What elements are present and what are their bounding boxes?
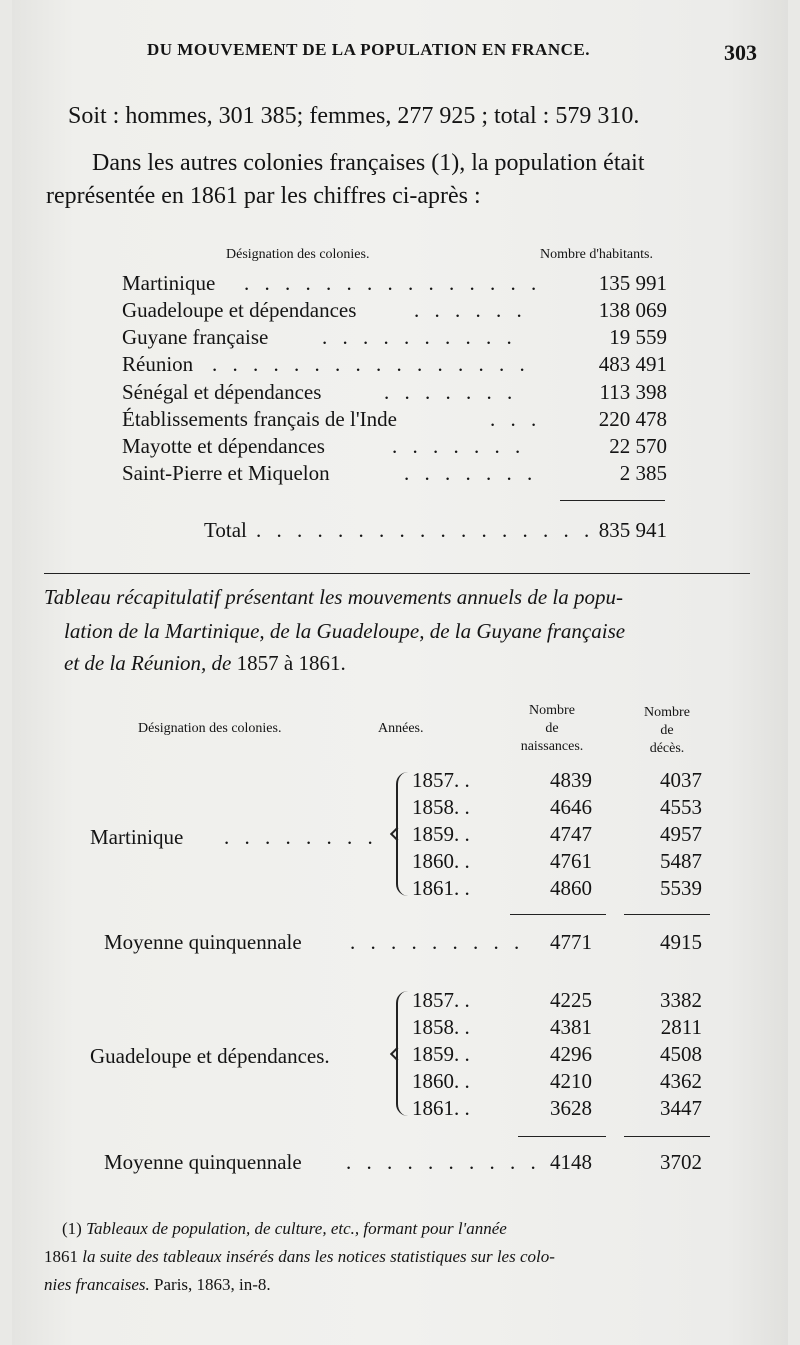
births-cell: 4860 bbox=[550, 876, 592, 900]
year-cell: 1859. . bbox=[412, 822, 470, 846]
table1-row-dots: . . . . . . . bbox=[404, 461, 538, 485]
footnote-publication: Paris, 1863, in-8. bbox=[149, 1275, 271, 1294]
table1-col-inhabitants: Nombre d'habitants. bbox=[540, 247, 653, 262]
deaths-cell: 4508 bbox=[660, 1042, 702, 1066]
births-cell: 4761 bbox=[550, 849, 592, 873]
births-cell: 4839 bbox=[550, 768, 592, 792]
table1-row-value: 220 478 bbox=[598, 407, 667, 431]
book-page bbox=[12, 0, 788, 1345]
page-number: 303 bbox=[724, 40, 757, 65]
table1-row-name: Établissements français de l'Inde bbox=[122, 407, 397, 431]
deaths-sum-rule bbox=[624, 914, 710, 915]
table1-row-dots: . . . . . . . . . . . . . . . . bbox=[212, 352, 530, 376]
table1-row-name: Saint-Pierre et Miquelon bbox=[122, 461, 330, 485]
running-header: DU MOUVEMENT DE LA POPULATION EN FRANCE. bbox=[147, 40, 590, 59]
table1-row-value: 2 385 bbox=[619, 461, 667, 485]
table1-row-value: 138 069 bbox=[598, 298, 667, 322]
table2-col-deaths-line: Nombre bbox=[644, 705, 690, 720]
table1-row-dots: . . . . . . . . . . bbox=[322, 325, 517, 349]
births-cell: 4646 bbox=[550, 795, 592, 819]
year-cell: 1859. . bbox=[412, 1042, 470, 1066]
table2-col-deaths-line: de bbox=[660, 723, 674, 738]
table1-row-name: Guyane française bbox=[122, 325, 269, 349]
footnote-line-3 bbox=[44, 1275, 271, 1295]
births-cell: 4747 bbox=[550, 822, 592, 846]
intro-line-1: Soit : hommes, 301 385; femmes, 277 925 ; total : 579 310. bbox=[68, 103, 640, 129]
footnote-line-2 bbox=[44, 1247, 555, 1267]
year-cell: 1857. . bbox=[412, 768, 470, 792]
average-label: Moyenne quinquennale bbox=[104, 1150, 302, 1174]
year-cell: 1858. . bbox=[412, 1015, 470, 1039]
year-cell: 1860. . bbox=[412, 849, 470, 873]
year-cell: 1860. . bbox=[412, 1069, 470, 1093]
section-divider bbox=[44, 573, 750, 574]
table2-col-deaths bbox=[622, 704, 712, 758]
table1-row-name: Martinique bbox=[122, 271, 216, 295]
table2-caption-line-1: Tableau récapitulatif présentant les mouvements annuels de la popu- bbox=[44, 585, 623, 609]
table1-row-name: Guadeloupe et dépendances bbox=[122, 298, 357, 322]
table1-row-name: Mayotte et dépendances bbox=[122, 434, 325, 458]
table1-row-dots: . . . . . . . bbox=[384, 380, 518, 404]
births-sum-rule bbox=[510, 914, 606, 915]
table2-caption-line-2: lation de la Martinique, de la Guadeloupe, de la Guyane française bbox=[64, 619, 626, 643]
table1-row-value: 19 559 bbox=[609, 325, 667, 349]
table1-row-value: 22 570 bbox=[609, 434, 667, 458]
table1-row-dots: . . . . . . bbox=[414, 298, 527, 322]
year-cell: 1857. . bbox=[412, 988, 470, 1012]
table2-col-births-line: naissances. bbox=[520, 739, 584, 754]
table2-caption-line-3a: et de la Réunion, de bbox=[64, 651, 232, 675]
average-births: 4771 bbox=[550, 930, 592, 954]
group-dots: . . . . . . . . bbox=[224, 825, 378, 849]
footnote-line-1 bbox=[62, 1219, 507, 1239]
births-cell: 4296 bbox=[550, 1042, 592, 1066]
births-cell: 4225 bbox=[550, 988, 592, 1012]
deaths-sum-rule bbox=[624, 1136, 710, 1137]
table2-col-colony: Désignation des colonies. bbox=[138, 721, 282, 736]
table1-row-name: Sénégal et dépendances bbox=[122, 380, 322, 404]
table1-row-dots: . . . . . . . . . . . . . . . bbox=[244, 271, 542, 295]
group-name: Martinique bbox=[90, 825, 184, 849]
table1-row-value: 135 991 bbox=[598, 271, 667, 295]
deaths-cell: 4362 bbox=[660, 1069, 702, 1093]
table1-row-value: 113 398 bbox=[599, 380, 667, 404]
average-deaths: 3702 bbox=[660, 1150, 702, 1174]
footnote-text: Tableaux de population, de culture, etc., formant pour l'année bbox=[86, 1219, 507, 1238]
table2-col-births bbox=[502, 702, 602, 756]
table2-col-years: Années. bbox=[378, 721, 424, 736]
table2-caption-years: 1857 à 1861. bbox=[236, 651, 346, 675]
births-cell: 3628 bbox=[550, 1096, 592, 1120]
intro-line-3: représentée en 1861 par les chiffres ci-après : bbox=[46, 183, 481, 209]
average-dots: . . . . . . . . . . bbox=[346, 1150, 541, 1174]
average-births: 4148 bbox=[550, 1150, 592, 1174]
average-deaths: 4915 bbox=[660, 930, 702, 954]
table1-row-value: 483 491 bbox=[598, 352, 667, 376]
table1-total-dots: . . . . . . . . . . . . . . . . . bbox=[256, 518, 595, 542]
footnote-year: 1861 bbox=[44, 1247, 83, 1266]
births-cell: 4381 bbox=[550, 1015, 592, 1039]
group-name: Guadeloupe et dépendances. bbox=[90, 1044, 330, 1068]
table2-col-deaths-line: décès. bbox=[649, 741, 685, 756]
deaths-cell: 4957 bbox=[660, 822, 702, 846]
table1-row-name: Réunion bbox=[122, 352, 194, 376]
table2-caption-line-3 bbox=[64, 651, 346, 676]
table1-total-label: Total bbox=[204, 518, 247, 542]
table1-total-rule bbox=[560, 500, 665, 501]
average-label: Moyenne quinquennale bbox=[104, 930, 302, 954]
deaths-cell: 4553 bbox=[660, 795, 702, 819]
deaths-cell: 4037 bbox=[660, 768, 702, 792]
year-cell: 1858. . bbox=[412, 795, 470, 819]
footnote-text: la suite des tableaux insérés dans les notices statistiques sur les colo- bbox=[82, 1247, 555, 1266]
deaths-cell: 5539 bbox=[660, 876, 702, 900]
year-cell: 1861. . bbox=[412, 1096, 470, 1120]
deaths-cell: 3447 bbox=[660, 1096, 702, 1120]
year-cell: 1861. . bbox=[412, 876, 470, 900]
deaths-cell: 5487 bbox=[660, 849, 702, 873]
table1-row-dots: . . . . . . . bbox=[392, 434, 526, 458]
births-sum-rule bbox=[518, 1136, 606, 1137]
footnote-text: nies francaises. bbox=[44, 1275, 150, 1294]
deaths-cell: 2811 bbox=[660, 1015, 702, 1039]
table1-col-colony: Désignation des colonies. bbox=[226, 247, 370, 262]
table2-col-births-line: Nombre bbox=[529, 703, 575, 718]
deaths-cell: 3382 bbox=[660, 988, 702, 1012]
footnote-marker: (1) bbox=[62, 1219, 87, 1238]
table2-col-births-line: de bbox=[545, 721, 559, 736]
average-dots: . . . . . . . . . bbox=[350, 930, 525, 954]
table1-total-value: 835 941 bbox=[598, 518, 667, 542]
births-cell: 4210 bbox=[550, 1069, 592, 1093]
intro-line-2: Dans les autres colonies françaises (1), la population était bbox=[92, 150, 645, 176]
table1-row-dots: . . . bbox=[490, 407, 542, 431]
